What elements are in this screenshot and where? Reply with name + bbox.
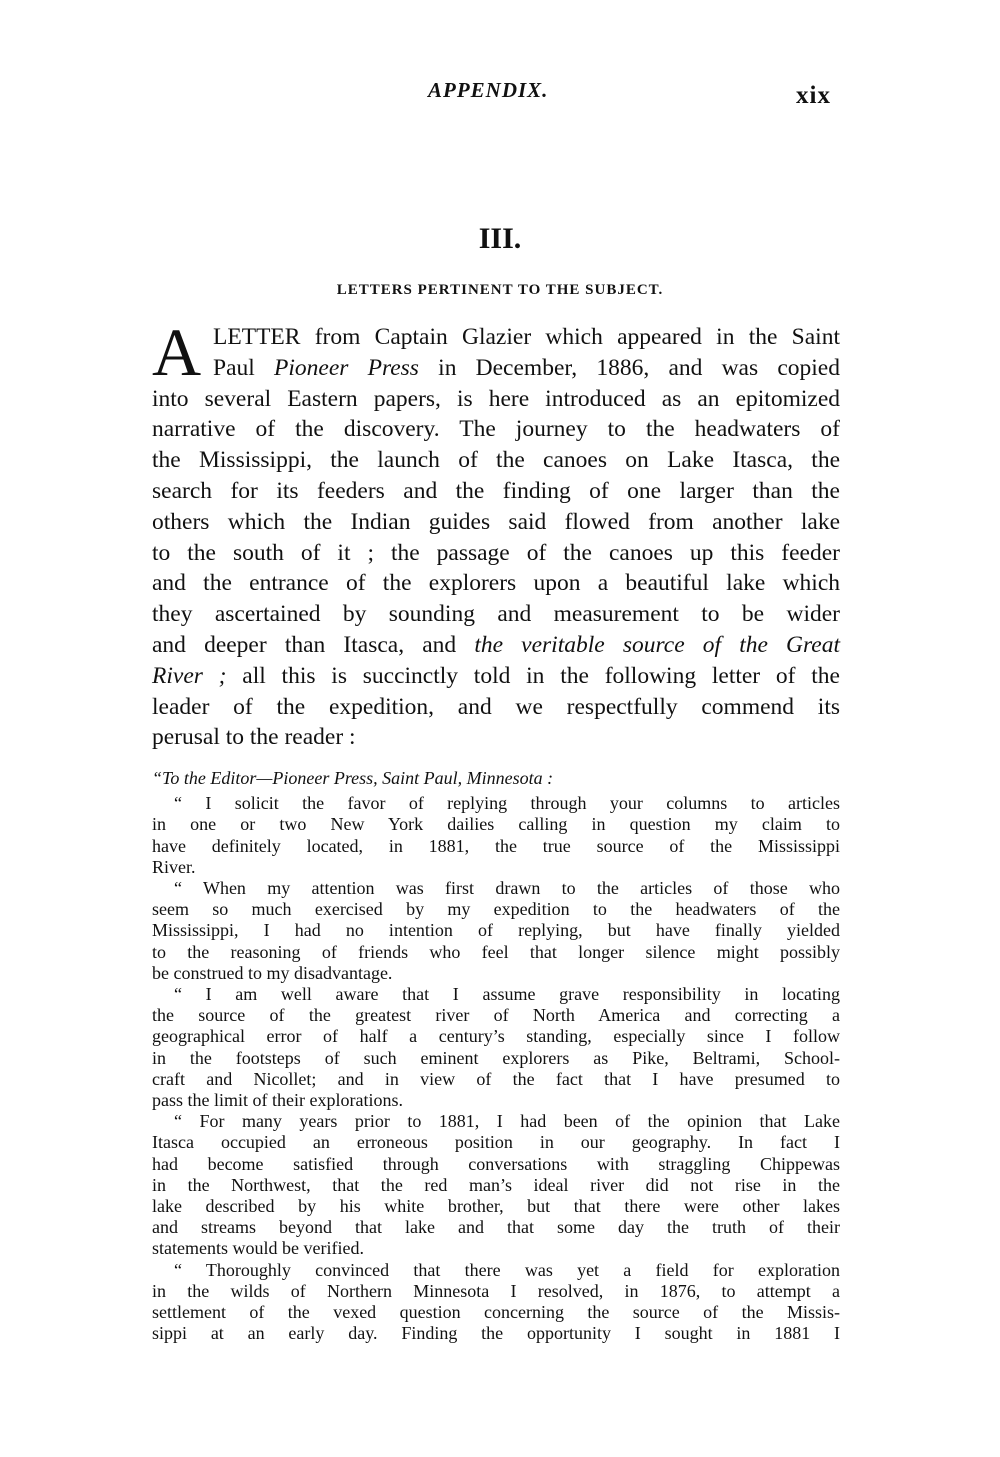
intro-line — [152, 538, 840, 569]
intro-line — [152, 661, 840, 692]
intro-line — [152, 353, 840, 384]
letter-line: to the reasoning of friends who feel that longer silence might possibly — [152, 941, 840, 962]
intro-line — [152, 384, 840, 415]
intro-line — [152, 414, 840, 445]
letter-line: in the wilds of Northern Minnesota I resolved, in 1876, to attempt a — [152, 1280, 840, 1301]
text-run: leader of the expedition, and we respectfully commend its — [152, 693, 840, 720]
letter-line: have definitely located, in 1881, the true source of the Mississippi — [152, 835, 840, 856]
letter-line: had become satisfied through conversations with straggling Chippewas — [152, 1153, 840, 1174]
letter-line: the source of the greatest river of North America and correcting a — [152, 1005, 840, 1026]
letter-line: “ When my attention was first drawn to the articles of those who — [174, 878, 840, 899]
letter-line: be construed to my disadvantage. — [152, 962, 393, 983]
text-run: Paul — [213, 354, 274, 381]
letter-line: craft and Nicollet; and in view of the fact that I have presumed to — [152, 1068, 840, 1089]
running-title: APPENDIX. — [428, 78, 549, 102]
text-run: LETTER from Captain Glazier which appeared in the Saint — [213, 324, 840, 350]
intro-line — [152, 507, 840, 538]
letter-paragraph — [152, 1260, 840, 1345]
letter-line: seem so much exercised by my expedition to the headwaters of the — [152, 899, 840, 920]
letter-line: in one or two New York dailies calling in question my claim to — [152, 814, 840, 835]
letter-line: in the footsteps of such eminent explorers as Pike, Beltrami, School- — [152, 1047, 840, 1068]
intro-line — [152, 476, 840, 507]
intro-line — [152, 599, 840, 630]
letter-line: River. — [152, 856, 196, 877]
running-head — [0, 78, 1000, 108]
drop-cap: A — [152, 314, 202, 390]
italic-text: River ; — [152, 662, 227, 689]
section-number: III. — [478, 222, 522, 255]
text-run: in December, 1886, and was copied — [418, 354, 840, 381]
letter-line: settlement of the vexed question concerning the source of the Missis- — [152, 1302, 840, 1323]
letter-line: “ I am well aware that I assume grave responsibility in locating — [174, 984, 840, 1005]
intro-line — [152, 322, 840, 353]
italic-text: Pioneer Press — [274, 354, 419, 381]
letter-line: in the Northwest, that the red man’s ideal river did not rise in the — [152, 1174, 840, 1195]
italic-text: the veritable source of the Great — [474, 631, 840, 658]
letter-paragraph — [152, 878, 840, 984]
letter-paragraph — [152, 1111, 840, 1259]
intro-line — [152, 722, 840, 753]
letter-line: sippi at an early day. Finding the opportunity I sought in 1881 I — [152, 1323, 840, 1344]
intro-line — [152, 692, 840, 723]
letter-line: Itasca occupied an erroneous position in our geography. In fact I — [152, 1132, 840, 1153]
letter-salutation: “To the Editor—Pioneer Press, Saint Paul, Minnesota : — [152, 768, 554, 788]
letter-line: “ I solicit the favor of replying through your columns to articles — [174, 793, 840, 814]
letter-line: statements would be verified. — [152, 1238, 364, 1259]
text-run: the Mississippi, the launch of the canoes on Lake Itasca, the — [152, 447, 840, 474]
intro-line — [152, 445, 840, 476]
letter-line: geographical error of half a century’s standing, especially since I follow — [152, 1026, 840, 1047]
text-run: and the entrance of the explorers upon a beautiful lake which — [152, 570, 840, 597]
intro-line — [152, 630, 840, 661]
text-run: to the south of it ; the passage of the canoes up this feeder — [152, 539, 840, 566]
letter-line: “ Thoroughly convinced that there was yet a field for exploration — [174, 1259, 840, 1280]
intro-line — [152, 568, 840, 599]
text-run: they ascertained by sounding and measurement to be wider — [152, 601, 840, 628]
text-run: search for its feeders and the finding of one larger than the — [152, 477, 840, 504]
text-run: others which the Indian guides said flowed from another lake — [152, 508, 840, 535]
letter-paragraph — [152, 793, 840, 878]
letter-body — [152, 768, 840, 1344]
text-run: and deeper than Itasca, and — [152, 631, 475, 658]
page-number: xix — [796, 82, 831, 109]
letter-line: Mississippi, I had no intention of replying, but have finally yielded — [152, 920, 840, 941]
section-title: LETTERS PERTINENT TO THE SUBJECT. — [336, 282, 664, 298]
text-run: narrative of the discovery. The journey to the headwaters of — [152, 416, 840, 443]
text-run: perusal to the reader : — [152, 724, 356, 751]
text-run: all this is succinctly told in the following letter of the — [226, 662, 840, 689]
intro-paragraph — [152, 314, 840, 753]
letter-line: lake described by his white brother, but that there were other lakes — [152, 1196, 840, 1217]
letter-line: and streams beyond that lake and that some day the truth of their — [152, 1217, 840, 1238]
letter-line: pass the limit of their explorations. — [152, 1090, 403, 1111]
letter-paragraph — [152, 984, 840, 1111]
text-run: into several Eastern papers, is here introduced as an epitomized — [152, 385, 840, 412]
letter-line: “ For many years prior to 1881, I had been of the opinion that Lake — [174, 1111, 840, 1132]
